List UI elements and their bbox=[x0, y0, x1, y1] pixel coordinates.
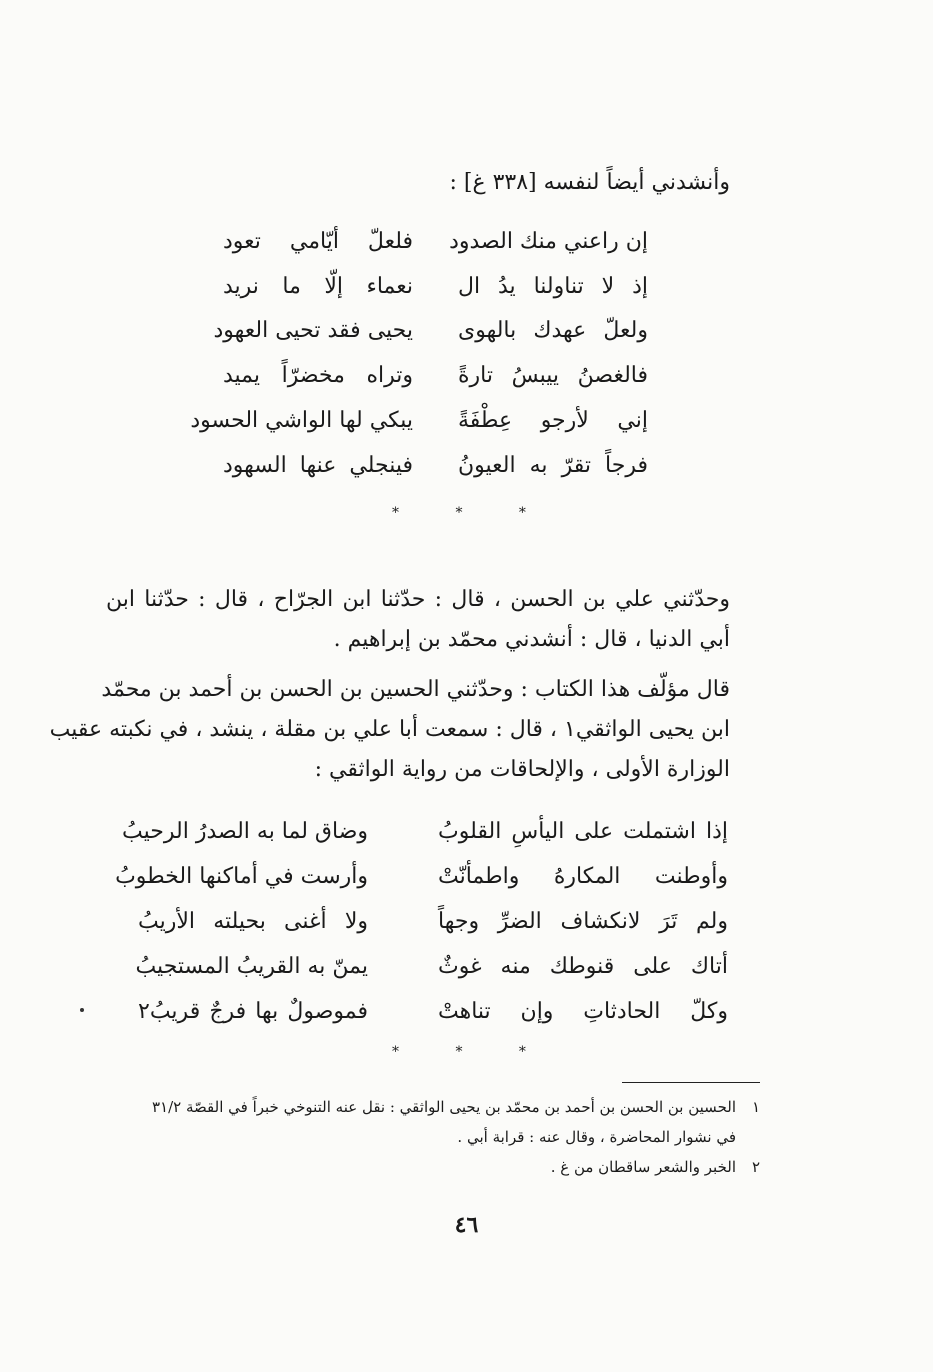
footnote-number: ١ bbox=[751, 1098, 760, 1116]
footnote-2 bbox=[100, 1152, 760, 1182]
footnote-1 bbox=[100, 1092, 760, 1152]
second-hemistich: فينجلي عنها السهود bbox=[223, 453, 413, 478]
first-hemistich: إني لأرجو عِطْفَةً bbox=[458, 408, 648, 433]
verse bbox=[122, 816, 728, 858]
first-hemistich: وأوطنت المكارهُ واطمأنّتْ bbox=[438, 864, 728, 889]
paragraph-2 bbox=[49, 670, 730, 790]
second-hemistich: وتراه مخضرّاً يميد bbox=[223, 363, 413, 388]
verse bbox=[190, 405, 648, 447]
first-hemistich: ولعلّ عهدك بالهوى bbox=[458, 318, 648, 343]
second-hemistich: فموصولٌ بها فرجٌ قريبُ٢ bbox=[138, 999, 368, 1024]
verse bbox=[138, 996, 728, 1038]
second-hemistich: يحيى فقد تحيى العهود bbox=[213, 318, 413, 343]
verse bbox=[135, 951, 728, 993]
poem-1 bbox=[190, 226, 648, 486]
verse bbox=[223, 226, 648, 268]
first-hemistich: إذ لا تناولنا يدُ ال bbox=[458, 274, 648, 299]
second-hemistich: فلعلّ أيّامي تعود bbox=[223, 229, 413, 254]
first-hemistich: فالغصنُ ييبسُ تارةً bbox=[458, 363, 648, 388]
paragraph-line: وحدّثني علي بن الحسن ، قال : حدّثنا ابن الجرّاح ، قال : حدّثنا ابن bbox=[106, 587, 730, 612]
footnote-text: في نشوار المحاضرة ، وقال عنه : قرابة أبي . bbox=[457, 1128, 736, 1146]
section-separator: * * * bbox=[392, 505, 552, 521]
first-hemistich: فرجاً تقرّ به العيونُ bbox=[458, 453, 648, 478]
paragraph-line: أبي الدنيا ، قال : أنشدني محمّد بن إبراهيم . bbox=[333, 627, 730, 652]
second-hemistich: وأرست في أماكنها الخطوبُ bbox=[115, 864, 368, 889]
paragraph-1 bbox=[106, 580, 730, 660]
second-hemistich: وضاق لما به الصدرُ الرحيبُ bbox=[122, 819, 368, 844]
footnote-text: الحسين بن الحسن بن أحمد بن محمّد بن يحيى الواثقي : نقل عنه التنوخي خبراً في القصّة ٣١/٢ bbox=[152, 1098, 736, 1116]
verse bbox=[115, 861, 728, 903]
section-separator: * * * bbox=[392, 1044, 552, 1060]
page-number: ٤٦ bbox=[454, 1212, 479, 1238]
footnote-text: الخبر والشعر ساقطان من غ . bbox=[550, 1158, 736, 1176]
footnotes bbox=[100, 1092, 760, 1182]
first-hemistich: ولم تَرَ لانكشاف الضرِّ وجهاً bbox=[438, 909, 728, 934]
verse bbox=[213, 315, 648, 357]
second-hemistich: يبكي لها الواشي الحسود bbox=[190, 408, 413, 433]
poem-2 bbox=[115, 816, 728, 1036]
second-hemistich: نعماء إلّا ما نريد bbox=[223, 274, 413, 299]
footnote-rule bbox=[622, 1082, 760, 1083]
first-hemistich: إن راعني منك الصدود bbox=[449, 229, 648, 254]
first-hemistich: إذا اشتملت على اليأسِ القلوبُ bbox=[438, 819, 728, 844]
footnote-number: ٢ bbox=[751, 1158, 760, 1176]
verse bbox=[223, 450, 648, 492]
second-hemistich: ولا أغنى بحيلته الأريبُ bbox=[138, 909, 368, 934]
paragraph-line: الوزارة الأولى ، والإلحاقات من رواية الواثقي : bbox=[314, 757, 730, 782]
second-hemistich: يمنّ به القريبُ المستجيبُ bbox=[135, 954, 368, 979]
verse bbox=[223, 360, 648, 402]
first-hemistich: أتاك على قنوطك منه غوثٌ bbox=[438, 954, 728, 979]
verse bbox=[138, 906, 728, 948]
paragraph-line: ابن يحيى الواثقي١ ، قال : سمعت أبا علي بن مقلة ، ينشد ، في نكبته عقيب bbox=[49, 717, 730, 742]
paragraph-line: قال مؤلّف هذا الكتاب : وحدّثني الحسين بن الحسن بن أحمد بن محمّد bbox=[101, 677, 730, 702]
poem-intro: وأنشدني أيضاً لنفسه [٣٣٨ غ] : bbox=[449, 170, 730, 195]
first-hemistich: وكلّ الحادثاتِ وإن تناهتْ bbox=[438, 999, 728, 1024]
verse bbox=[223, 271, 648, 313]
ink-speck bbox=[80, 1008, 84, 1012]
